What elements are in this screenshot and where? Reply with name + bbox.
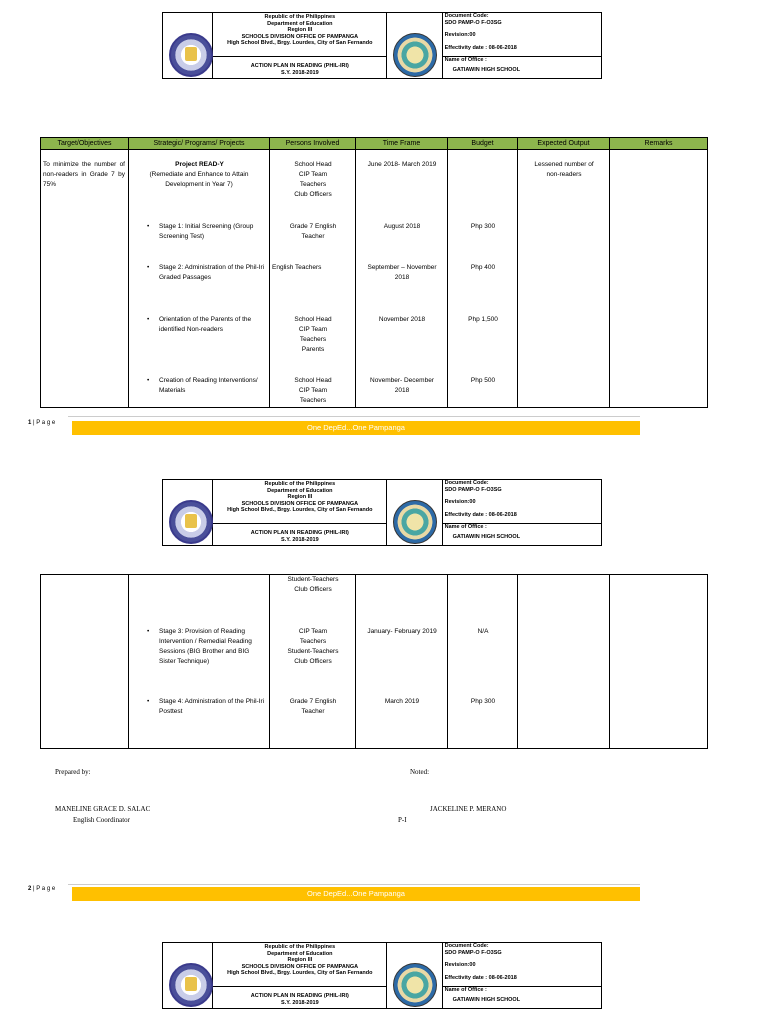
action-plan-table [40,137,708,408]
effectivity-date: Effectivity date : 08-06-2018 [444,511,517,518]
header-line: SCHOOLS DIVISION OFFICE OF PAMPANGA [241,33,359,40]
person-item: Club Officers [294,658,332,665]
school-year: S.Y. 2018-2019 [281,536,319,543]
project-title: Project READ-Y [175,161,224,168]
objective-text: To minimize the number of non-readers in Grade 7 by 75% [43,161,125,188]
deped-seal-icon [169,33,213,77]
column-header: Time Frame [356,138,448,150]
revision: Revision:00 [444,962,476,968]
programs-cell [129,150,270,408]
orientation-text: • Orientation of the Parents of the identified Non-readers [159,315,265,335]
expected-output-cell [518,150,610,408]
stage4-budget: Php 300 [470,698,496,705]
column-header: Expected Output [518,138,610,150]
document-header [162,12,602,79]
header-line: Department of Education [267,20,333,27]
footer-motto: One DepEd...One Pampanga [72,421,640,435]
school-seal-icon [393,500,437,544]
stage1-budget: Php 300 [470,223,496,230]
school-logo-cell [387,943,442,1009]
header-line: Department of Education [267,950,333,957]
header-agency-block [213,13,387,57]
column-header: Remarks [610,138,708,150]
doc-code-label: Document Code: [444,13,489,19]
table-row [41,575,708,749]
orientation-time: November 2018 [378,316,426,323]
deped-logo-cell [163,13,213,79]
deped-seal-icon [169,500,213,544]
header-line: High School Blvd., Brgy. Lourdes, City of San Fernando [227,40,373,46]
action-plan-table-continued [40,574,708,749]
header-line: Region III [287,957,313,963]
prepared-by-label: Prepared by: [55,768,91,776]
stage4-time: March 2019 [384,698,420,705]
doc-code-block [442,13,601,57]
doc-code-label: Document Code: [444,480,489,486]
expected-output: Lessened number of non-readers [534,161,594,178]
stage3-text: • Stage 3: Provision of Reading Intervention / Remedial Reading Sessions (BIG Brother and BIG Sister Technique) [159,627,265,667]
objective-cell [41,150,129,408]
page-number: 2 | P a g e [28,886,56,892]
person-item: Club Officers [294,586,332,593]
office-label: Name of Office : [444,57,487,63]
office-name: GATIAWIN HIGH SCHOOL [452,533,521,540]
column-header: Strategic/ Programs/ Projects [129,138,270,150]
stage1-time: August 2018 [383,223,421,230]
creation-budget: Php 500 [470,377,496,384]
person-item: Student-Teachers [287,648,339,655]
stage2-time: September – November 2018 [367,264,437,281]
person-item: CIP Team [298,387,328,394]
column-header: Persons Involved [270,138,356,150]
deped-logo-cell [163,943,213,1009]
stage2-persons: English Teachers [272,264,322,271]
person-item: CIP Team [298,326,328,333]
doc-code-block [442,943,601,987]
project-time: June 2018- March 2019 [367,161,437,168]
person-item: Parents [301,346,325,353]
header-line: SCHOOLS DIVISION OFFICE OF PAMPANGA [241,500,359,507]
document-header [162,479,602,546]
deped-seal-icon [169,963,213,1007]
office-name: GATIAWIN HIGH SCHOOL [452,66,521,73]
doc-code-block [442,480,601,524]
school-year: S.Y. 2018-2019 [281,999,319,1006]
person-item: Teachers [299,638,327,645]
objective-cell [41,575,129,749]
table-row [41,150,708,408]
person-item: CIP Team [298,628,328,635]
programs-cell [129,575,270,749]
deped-logo-cell [163,480,213,546]
header-line: High School Blvd., Brgy. Lourdes, City of San Fernando [227,507,373,513]
footer-rule [68,416,640,417]
revision: Revision:00 [444,32,476,38]
doc-code-label: Document Code: [444,943,489,949]
effectivity-date: Effectivity date : 08-06-2018 [444,974,517,981]
office-block [442,57,601,79]
office-name: GATIAWIN HIGH SCHOOL [452,996,521,1003]
header-line: Republic of the Philippines [264,481,336,487]
budget-cell [448,575,518,749]
person-item: School Head [294,377,332,384]
stage3-time: January- February 2019 [367,628,437,635]
plan-title: ACTION PLAN IN READING (PHIL-IRI) [250,993,349,999]
budget-cell [448,150,518,408]
timeframe-cell [356,575,448,749]
document-header [162,942,602,1009]
school-logo-cell [387,13,442,79]
header-line: SCHOOLS DIVISION OFFICE OF PAMPANGA [241,963,359,970]
stage2-budget: Php 400 [470,264,496,271]
person-item: School Head [294,161,332,168]
persons-cell [270,150,356,408]
header-agency-block [213,480,387,524]
header-line: Republic of the Philippines [264,944,336,950]
header-line: Republic of the Philippines [264,14,336,20]
doc-code: SDO PAMP-O F-O3SG [444,949,502,956]
preparer-title: English Coordinator [73,816,130,824]
header-line: High School Blvd., Brgy. Lourdes, City of San Fernando [227,970,373,976]
office-block [442,524,601,546]
person-item: Club Officers [294,191,332,198]
person-item: Teachers [299,336,327,343]
office-label: Name of Office : [444,524,487,530]
revision: Revision:00 [444,499,476,505]
header-line: Department of Education [267,487,333,494]
person-item: School Head [294,316,332,323]
persons-cell [270,575,356,749]
school-seal-icon [393,963,437,1007]
doc-code: SDO PAMP-O F-O3SG [444,19,502,26]
plan-title-block [213,57,387,79]
column-header: Budget [448,138,518,150]
plan-title-block [213,987,387,1009]
header-agency-block [213,943,387,987]
stage4-persons: Grade 7 English Teacher [289,698,337,715]
office-block [442,987,601,1009]
stage1-persons: Grade 7 English Teacher [289,223,337,240]
plan-title: ACTION PLAN IN READING (PHIL-IRI) [250,63,349,69]
page-number: 1 | P a g e [28,420,56,426]
creation-text: • Creation of Reading Interventions/ Materials [159,376,265,396]
remarks-cell [610,575,708,749]
orientation-budget: Php 1,500 [468,316,498,323]
school-seal-icon [393,33,437,77]
office-label: Name of Office : [444,987,487,993]
effectivity-date: Effectivity date : 08-06-2018 [444,44,517,51]
creation-time: November- December 2018 [370,377,434,394]
remarks-cell [610,150,708,408]
plan-title: ACTION PLAN IN READING (PHIL-IRI) [250,530,349,536]
stage2-text: • Stage 2: Administration of the Phil-Iri Graded Passages [159,263,265,283]
noter-title: P-I [398,816,407,824]
header-line: Region III [287,494,313,500]
stage3-budget: N/A [477,628,489,635]
header-line: Region III [287,27,313,33]
noter-name: JACKELINE P. MERANO [430,805,507,813]
footer-rule [68,884,640,885]
stage1-text: • Stage 1: Initial Screening (Group Screening Test) [159,222,265,242]
school-year: S.Y. 2018-2019 [281,69,319,76]
person-item: CIP Team [298,171,328,178]
doc-code: SDO PAMP-O F-O3SG [444,486,502,493]
expected-output-cell [518,575,610,749]
timeframe-cell [356,150,448,408]
person-item: Student-Teachers [287,576,339,583]
stage4-text: • Stage 4: Administration of the Phil-Iri Posttest [159,697,265,717]
person-item: Teachers [299,397,327,404]
project-description: (Remediate and Enhance to Attain Development in Year 7) [149,171,249,188]
column-header: Target/Objectives [41,138,129,150]
preparer-name: MANELINE GRACE D. SALAC [55,805,151,813]
school-logo-cell [387,480,442,546]
plan-title-block [213,524,387,546]
noted-label: Noted: [410,768,430,776]
person-item: Teachers [299,181,327,188]
footer-motto: One DepEd...One Pampanga [72,887,640,901]
table-header-row [41,138,708,150]
